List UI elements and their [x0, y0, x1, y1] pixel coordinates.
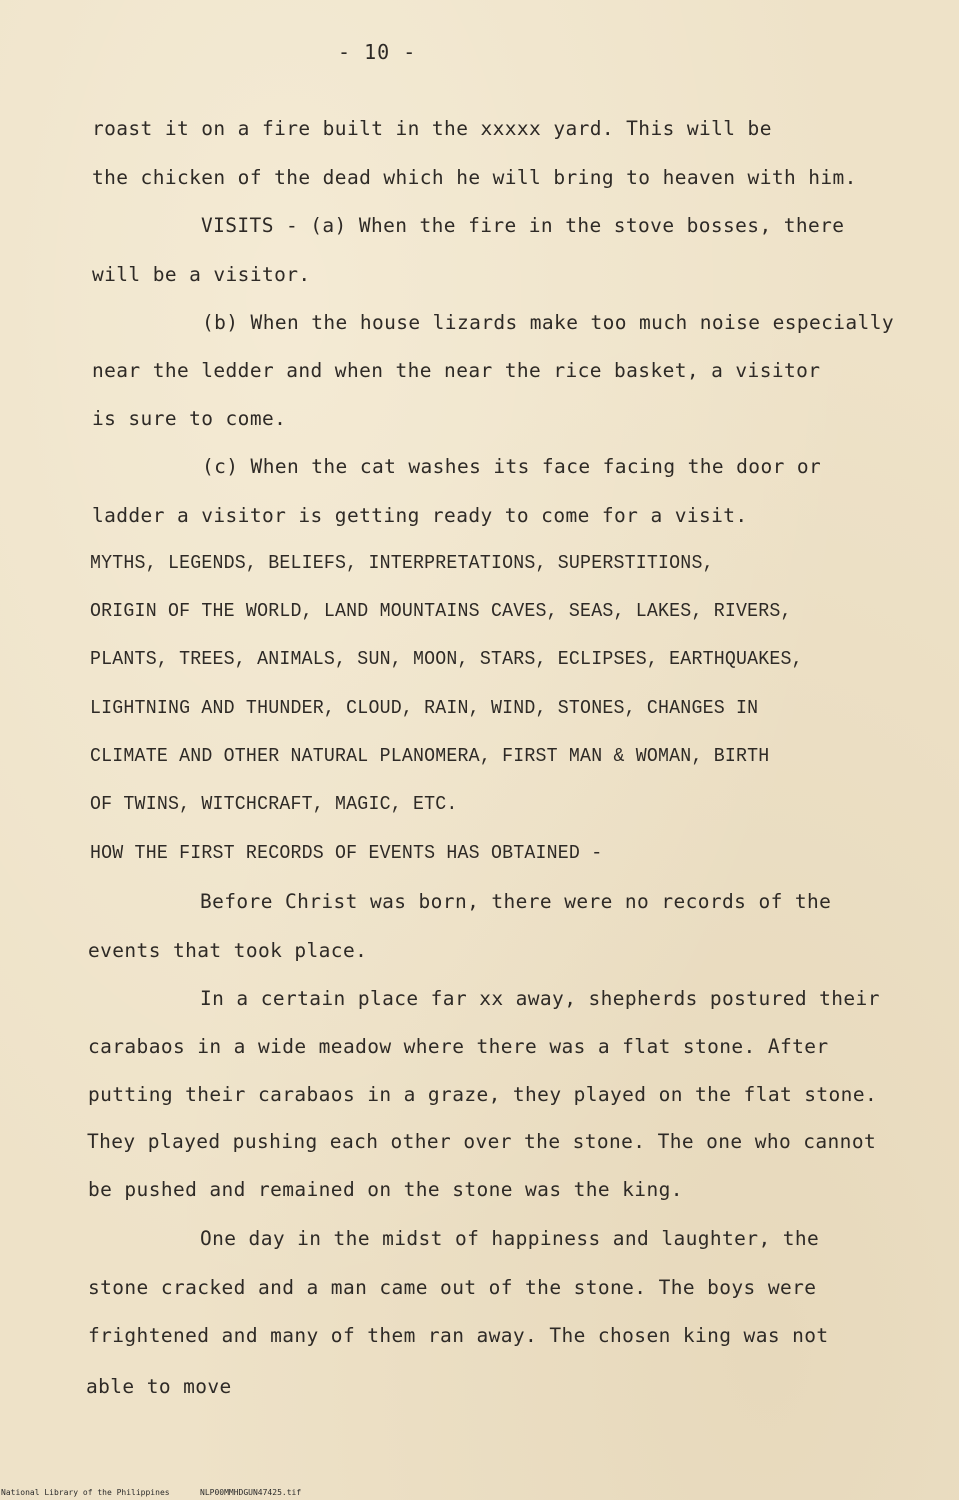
section-heading: HOW THE FIRST RECORDS OF EVENTS HAS OBTAINED -	[90, 842, 603, 864]
heading-line: OF TWINS, WITCHCRAFT, MAGIC, ETC.	[90, 793, 458, 815]
text-line: will be a visitor.	[92, 263, 311, 286]
text-line: the chicken of the dead which he will bring to heaven with him.	[92, 166, 857, 189]
footer-library: National Library of the Philippines	[1, 1488, 170, 1497]
text-line: near the ledder and when the near the rice basket, a visitor	[92, 359, 821, 382]
text-line: frightened and many of them ran away. The chosen king was not	[88, 1324, 829, 1347]
text-line: They played pushing each other over the stone. The one who cannot	[87, 1130, 877, 1153]
text-line: One day in the midst of happiness and laughter, the	[200, 1227, 820, 1250]
heading-line: CLIMATE AND OTHER NATURAL PLANOMERA, FIRST MAN & WOMAN, BIRTH	[90, 745, 770, 767]
text-line: (b) When the house lizards make too much noise especially	[202, 311, 894, 334]
heading-line: LIGHTNING AND THUNDER, CLOUD, RAIN, WIND, STONES, CHANGES IN	[90, 697, 759, 719]
text-line: be pushed and remained on the stone was the king.	[88, 1178, 683, 1201]
text-line: able to move	[86, 1375, 232, 1398]
heading-line: PLANTS, TREES, ANIMALS, SUN, MOON, STARS, ECLIPSES, EARTHQUAKES,	[90, 648, 803, 670]
text-line: putting their carabaos in a graze, they played on the flat stone.	[88, 1083, 878, 1106]
text-line: (c) When the cat washes its face facing the door or	[202, 455, 822, 478]
text-line: roast it on a fire built in the xxxxx yard. This will be	[92, 117, 772, 140]
text-line: Before Christ was born, there were no records of the	[200, 890, 832, 913]
heading-line: ORIGIN OF THE WORLD, LAND MOUNTAINS CAVES, SEAS, LAKES, RIVERS,	[90, 600, 792, 622]
text-line: stone cracked and a man came out of the stone. The boys were	[88, 1276, 817, 1299]
text-line: In a certain place far xx away, shepherds postured their	[200, 987, 880, 1010]
text-line: ladder a visitor is getting ready to come for a visit.	[92, 504, 748, 527]
footer-filename: NLP00MMHDGUN47425.tif	[200, 1488, 302, 1497]
heading-line: MYTHS, LEGENDS, BELIEFS, INTERPRETATIONS, SUPERSTITIONS,	[90, 552, 714, 574]
text-line: carabaos in a wide meadow where there was a flat stone. After	[88, 1035, 829, 1058]
text-line: VISITS - (a) When the fire in the stove bosses, there	[201, 214, 845, 237]
text-line: events that took place.	[88, 939, 368, 962]
text-line: is sure to come.	[92, 407, 287, 430]
page-number: - 10 -	[338, 40, 417, 64]
